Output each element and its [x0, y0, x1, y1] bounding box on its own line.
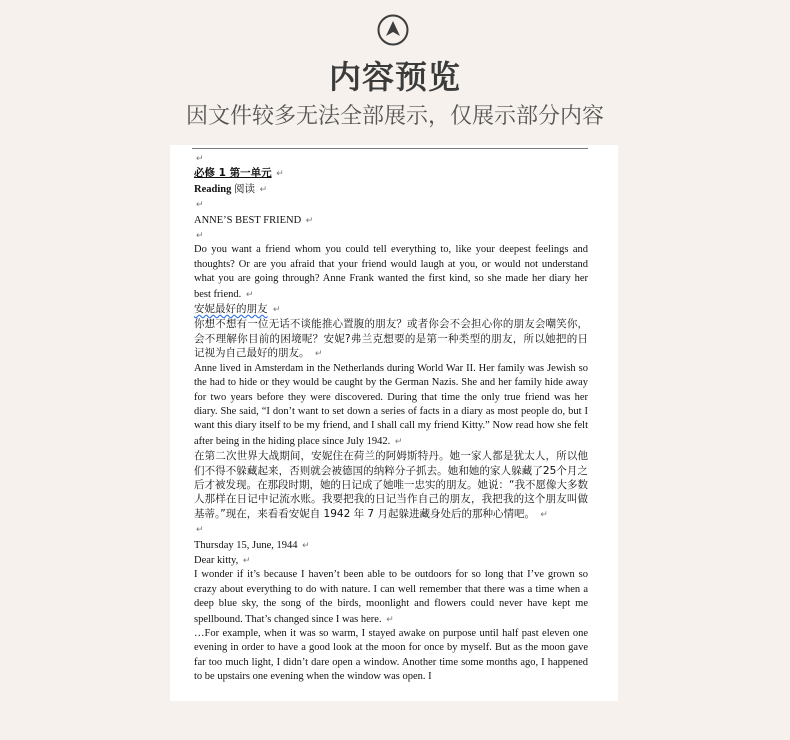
chevron-up-circle-icon[interactable] — [377, 14, 409, 46]
reading-label-line — [194, 182, 588, 197]
paragraph-mark: ↵ — [196, 199, 204, 210]
paragraph-2-en — [194, 362, 588, 449]
article-title: ANNE’S BEST FRIEND — [194, 214, 302, 226]
date-line — [194, 538, 588, 553]
page-subtitle: 因文件较多无法全部展示，仅展示部分内容 — [185, 104, 604, 129]
paragraph-mark: ↵ — [259, 183, 268, 194]
blank-line — [194, 197, 588, 212]
section-title: 必修 1 第一单元 — [194, 167, 272, 180]
paragraph-1-en-text: Do you want a friend whom you could tell everything to, like your deepest feelings and thoughts? Or are you afraid that your friend would laugh at you, or would not understand what you are going through? Anne Frank wanted the first kind, so she made her diary her best friend. — [194, 244, 588, 300]
paragraph-4-en-text: …For example, when it was so warm, I stayed awake on purpose until half past eleven one evening in order to have a good look at the moon for once by myself. But as the moon gave far too much light, I didn’t dare open a window. Another time some months ago, I happened to be upstairs one evening when the window was open. I — [194, 628, 588, 683]
document-content — [194, 151, 588, 685]
paragraph-2-en-text: Anne lived in Amsterdam in the Netherlands during World War II. Her family was Jewish so the had to hide or they would be caught by the German Nazis. She and her family hide away for two years before they were discovered. During that time the only true friend was her diary. She said, “I don’t want to set down a series of facts in a diary as most people do, but I want this diary itself to be my friend, and I shall call my friend Kitty.” Now read how she felt after being in the hiding place since July 1942. — [194, 362, 588, 447]
paragraph-2-cn — [194, 449, 588, 522]
cn-title: 安妮最好的朋友 — [194, 303, 268, 316]
reading-label-en: Reading — [194, 183, 232, 195]
greeting-line — [194, 553, 588, 568]
cn-title-line — [194, 302, 588, 317]
paragraph-mark: ↵ — [272, 305, 281, 316]
reading-label-cn: 阅读 — [233, 182, 255, 195]
paragraph-mark: ↵ — [540, 509, 548, 520]
paragraph-3-en — [194, 568, 588, 627]
paragraph-mark: ↵ — [305, 214, 314, 225]
blank-line — [194, 151, 588, 166]
paragraph-mark: ↵ — [196, 153, 204, 163]
blank-line — [194, 522, 588, 537]
paragraph-2-cn-text: 在第二次世界大战期间，安妮住在荷兰的阿姆斯特丹。她一家人都是犹太人，所以他们不得不躲藏起来，否则就会被德国的纳粹分子抓去。她和她的家人躲藏了25个月之后才被发现。在那段时期，她的日记成了她唯一忠实的朋友。她说：“我不愿像大多数人那样在日记中记流水账。我要把我的日记当作自己的朋友，我把我的这个朋友叫做基蒂。”现在，来看看安妮自 1942 年 7 月起躲进藏身处后的那种心情吧。 — [194, 450, 588, 520]
paragraph-mark: ↵ — [242, 554, 251, 565]
blank-line — [194, 228, 588, 243]
paragraph-4-en — [194, 627, 588, 685]
paragraph-mark: ↵ — [314, 349, 323, 360]
paragraph-mark: ↵ — [394, 435, 403, 446]
paragraph-mark: ↵ — [196, 230, 204, 241]
page-title: 内容预览 — [328, 58, 461, 96]
section-title-line — [194, 166, 588, 181]
paragraph-1-cn — [194, 317, 588, 361]
paragraph-mark: ↵ — [302, 539, 310, 550]
date-text: Thursday 15, June, 1944 — [194, 539, 298, 551]
paragraph-mark: ↵ — [245, 288, 254, 299]
article-title-line — [194, 213, 588, 228]
greeting-text: Dear kitty, — [194, 554, 239, 566]
paragraph-mark: ↵ — [386, 613, 394, 624]
document-top-rule — [192, 148, 588, 149]
paragraph-3-en-text: I wonder if it’s because I haven’t been able to be outdoors for so long that I’ve grown so crazy about everything to do with nature. I can well remember that there was a time when a deep blue sky, the song of the birds, moonlight and flowers could never have kept me spellbound. That’s changed since I was here. — [194, 569, 588, 625]
document-preview — [170, 145, 618, 701]
paragraph-mark: ↵ — [276, 168, 284, 179]
paragraph-1-en — [194, 243, 588, 302]
paragraph-mark: ↵ — [196, 524, 204, 535]
paragraph-1-cn-text: 你想不想有一位无话不谈能推心置腹的朋友？或者你会不会担心你的朋友会嘲笑你，会不理解你目前的困境呢？安妮?弗兰克想要的是第一种类型的朋友，所以她把的日记视为自己最好的朋友。 — [194, 318, 588, 360]
